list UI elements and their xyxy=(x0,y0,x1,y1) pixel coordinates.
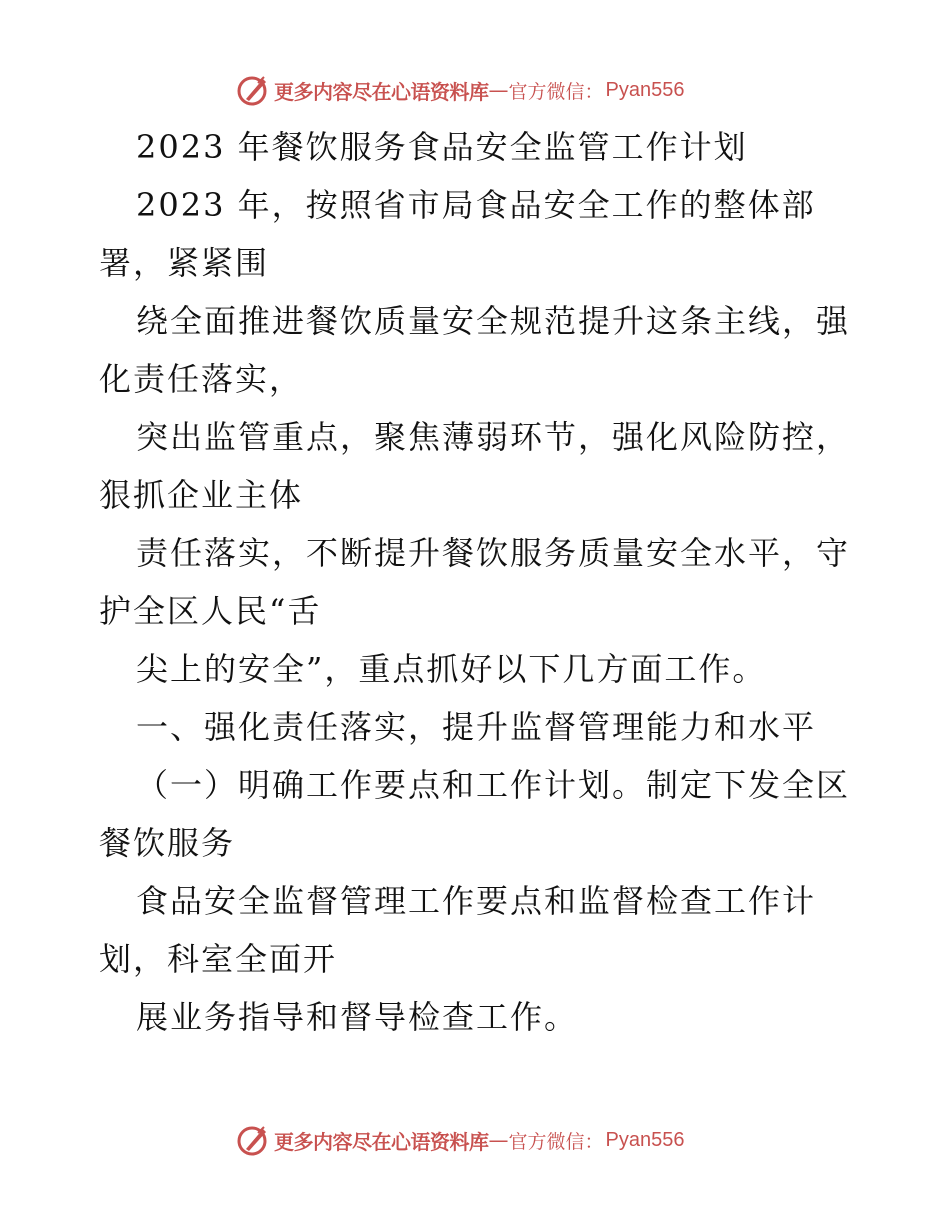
body-line: 餐饮服务 xyxy=(99,824,236,862)
footer-banner xyxy=(236,1123,684,1157)
body-line: （一）明确工作要点和工作计划。制定下发全区 xyxy=(136,766,851,804)
body-line: 护全区人民“舌 xyxy=(99,592,322,630)
banner-dash: — xyxy=(488,1128,509,1152)
document-title: 2023 年餐饮服务食品安全监管工作计划 xyxy=(136,128,748,166)
banner-wechat-label: 官方微信： xyxy=(508,80,604,103)
body-line: 一、强化责任落实，提升监督管理能力和水平 xyxy=(136,708,817,746)
body-line: 划，科室全面开 xyxy=(99,940,338,978)
banner-site-name: 更多内容尽在心语资料库 xyxy=(274,79,489,104)
body-line: 绕全面推进餐饮质量安全规范提升这条主线，强 xyxy=(136,302,851,340)
body-line: 展业务指导和督导检查工作。 xyxy=(136,998,579,1036)
body-line: 责任落实，不断提升餐饮服务质量安全水平，守 xyxy=(136,534,851,572)
body-line: 食品安全监督管理工作要点和监督检查工作计 xyxy=(136,882,817,920)
body-line: 狠抓企业主体 xyxy=(99,476,304,514)
banner-wechat-label: 官方微信： xyxy=(508,1130,604,1153)
banner-wechat-id: Pyan556 xyxy=(605,1128,685,1151)
body-line: 2023 年，按照省市局食品安全工作的整体部 xyxy=(136,186,816,224)
feather-pen-logo-icon xyxy=(236,1123,270,1157)
body-line: 突出监管重点，聚焦薄弱环节，强化风险防控， xyxy=(136,418,851,456)
body-line: 尖上的安全”，重点抓好以下几方面工作。 xyxy=(136,650,767,688)
document-body xyxy=(99,118,879,1046)
feather-pen-logo-icon xyxy=(236,73,270,107)
banner-site-name: 更多内容尽在心语资料库 xyxy=(274,1129,489,1154)
banner-wechat-id: Pyan556 xyxy=(605,78,685,101)
body-line: 署，紧紧围 xyxy=(99,244,270,282)
header-banner xyxy=(236,73,684,107)
body-line: 化责任落实， xyxy=(99,360,304,398)
banner-dash: — xyxy=(488,78,509,102)
